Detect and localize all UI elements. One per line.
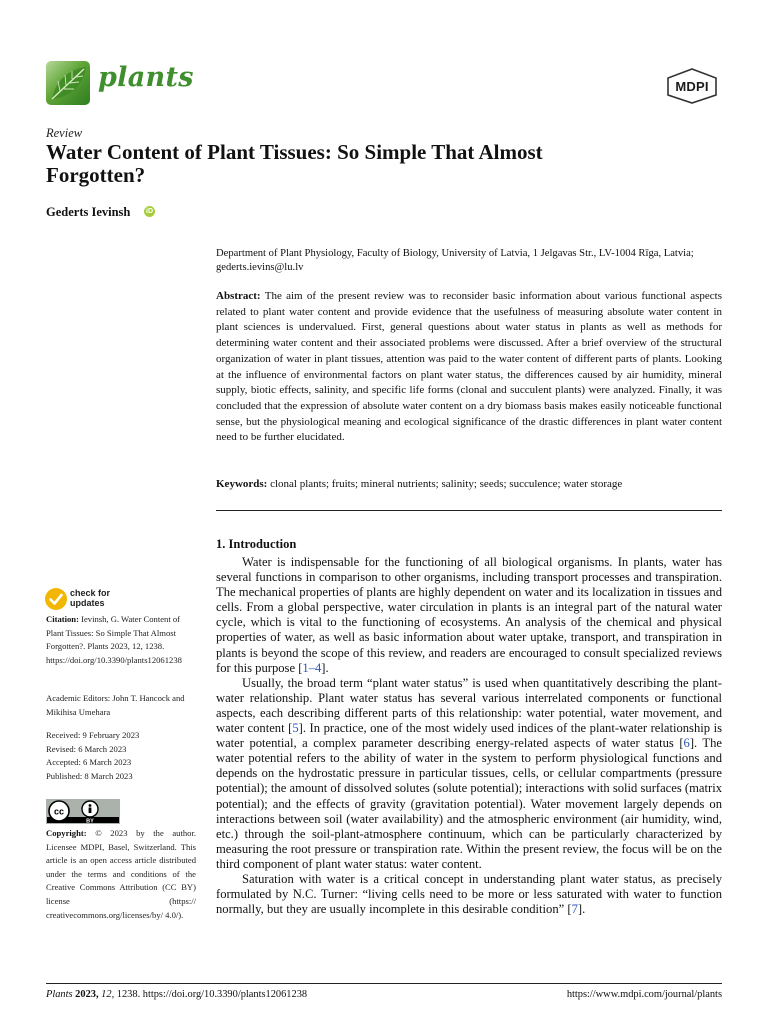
footer-divider [46,983,722,984]
footer-journal-url[interactable]: https://www.mdpi.com/journal/plants [566,989,722,1000]
footer-citation: Plants 2023, 12, 1238. https://doi.org/10.3390/plants12061238 [46,989,308,1000]
publisher-name: MDPI [675,79,709,94]
citation-label: Citation: [46,614,79,624]
paragraph: Saturation with water is a critical concept in understanding plant water status, as precisely formulated by N.C. Turner: “living cells need to be more or less saturated with water to function normally, but they are usually incomplete in this desirable condition” [7]. [216,871,722,917]
journal-logo-leaf-icon [46,61,90,105]
article-type: Review [46,126,83,140]
citation-link[interactable]: 7 [571,902,578,917]
citation-text: Ievinsh, G. Water Content of Plant Tissues: So Simple That Almost Forgotten?. Plants 2023, 12, 1238. https://doi.org/10.3390/plants12061238 [46,614,182,665]
article-title: Water Content of Plant Tissues: So Simple That Almost Forgotten? [46,140,543,187]
citation-link[interactable]: 5 [292,721,299,736]
revised-date: Revised: 6 March 2023 [46,743,127,754]
received-date: Received: 9 February 2023 [46,730,140,740]
section-title: 1. Introduction [216,537,297,551]
svg-text:cc: cc [53,806,65,817]
body-text [216,555,722,917]
dates-block [46,729,196,783]
abstract [216,289,722,446]
copyright-text: © 2023 by the author. Licensee MDPI, Basel, Switzerland. This article is an open access article distributed under the terms and conditions of the Creative Commons Attribution (CC BY) license (https:// creativecommons.org/licenses/by/ 4.0/). [46,828,196,920]
svg-text:BY: BY [86,818,94,824]
copyright-label: Copyright: [46,828,87,838]
journal-name: plants [98,62,194,93]
published-date: Published: 8 March 2023 [46,770,133,781]
citation-link[interactable]: 6 [683,736,690,751]
paragraph: Usually, the broad term “plant water status” is used when quantitatively describing the plant-water relationship. Plant water status has several various interrelated components or functional aspects, each describing different parts of this relationship: water potential, water movement, and water content [5]. In practice, one of the most widely used indices of the plant-water relationship is water potential, a complex parameter describing energy-related aspects of water status [6]. The water potential refers to the ability of water in the system to perform physiological functions and depends on the hydrostatic pressure in particular tissues, cells, or cellular compartments (pressure potential); the amount of dissolved solutes (solute potential); interactions with solid surfaces (matrix potential); and the effects of gravity (gravitation potential). Water movement largely depends on interactions between soil (water availability) and the atmospheric environment (air humidity, wind, etc.) through the soil-plant-atmosphere continuum, which can be particularly characterized by measuring the root pressure or transpiration rate. Within the present review, the focus will be on the third component of plant water status: water content. [216,675,722,871]
citation-block [46,613,196,667]
academic-editors: Academic Editors: John T. Hancock and Mikihisa Umehara [46,693,185,717]
affiliation: Department of Plant Physiology, Faculty of Biology, University of Latvia, 1 Jelgavas Str., LV-1004 Rīga, Latvia; gederts.ievins@lu.lv [216,248,694,273]
abstract-label: Abstract: [216,290,261,302]
citation-link[interactable]: 1–4 [302,660,322,675]
keywords [216,477,722,492]
accepted-date: Accepted: 6 March 2023 [46,757,132,768]
check-for-updates-label[interactable]: check for updates [70,588,111,608]
check-for-updates-icon[interactable] [44,587,68,611]
orcid-icon[interactable]: iD [146,208,153,215]
cc-by-license-icon[interactable] [46,799,120,824]
abstract-text: The aim of the present review was to reconsider basic information about various functional aspects related to plant water content and provide evidence that the usefulness of measuring absolute water content in plant sciences is undervalued. First, general questions about water status in plants as well as methods for determining water content and their associated problems were discussed. After a brief overview of the structural organization of water in plant tissues, attention was paid to the water content of different parts of plants. Looking at the influence of environmental factors on plant water status, the differences caused by air humidity, mineral supply, biotic effects, salinity, and specific life forms (clonal and succulent plants) were analyzed. Finally, it was concluded that the expression of absolute water content on a dry biomass basis makes easily noticeable functional sense, but the physiological meaning and ecological significance of the drastic differences in plant water content need to be further elucidated. [216,290,722,444]
paragraph: Water is indispensable for the functioning of all biological organisms. In plants, water has several functions in comparison to other organisms, including transport processes and transpiration. The mechanical properties of plants are highly dependent on water and its localization in tissues and cells. From a global perspective, water circulation in plants is an integral part of the natural water cycle, which is vital to the functioning of ecosystems. An analysis of the chemical and physical properties of water, as well as basic information about water uptake, transport, and transpiration in plants is beyond the scope of this review, and readers are encouraged to consult specialized reviews for this purpose [1–4]. [216,555,722,675]
author-name[interactable]: Gederts Ievinsh [46,205,131,219]
keywords-text: clonal plants; fruits; mineral nutrients; salinity; seeds; succulence; water storage [270,478,623,490]
divider [216,510,722,511]
copyright-block [46,827,196,922]
keywords-label: Keywords: [216,478,268,490]
